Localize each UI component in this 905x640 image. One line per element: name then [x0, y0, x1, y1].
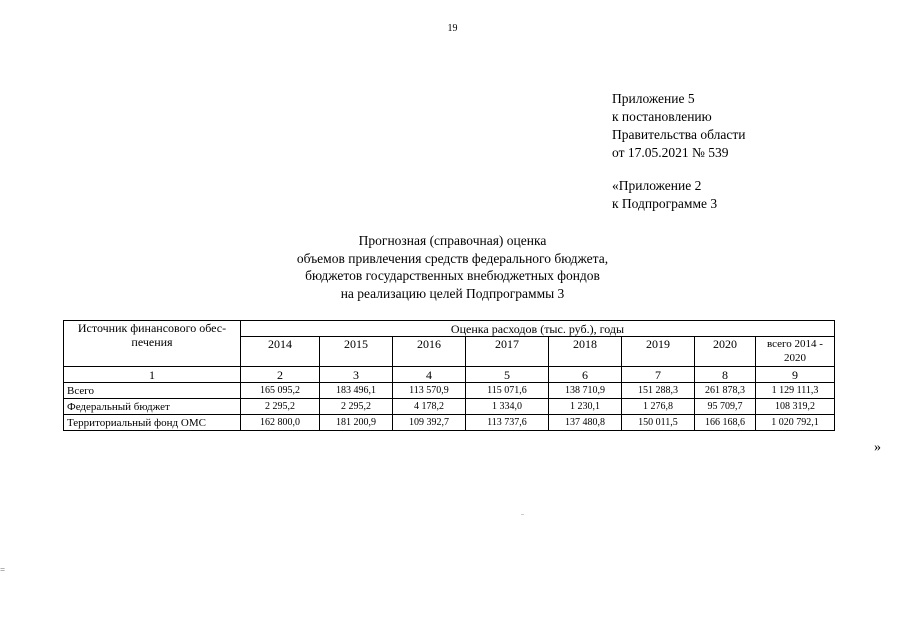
column-number: 6 — [549, 367, 622, 383]
cell-value: 2 295,2 — [320, 399, 393, 415]
page-number: 19 — [447, 23, 458, 34]
year-header: 2019 — [622, 337, 695, 367]
expense-group-header: Оценка расходов (тыс. руб.), годы — [241, 321, 835, 337]
cell-value: 1 020 792,1 — [756, 415, 835, 431]
title-line: на реализацию целей Подпрограммы 3 — [340, 285, 565, 301]
column-number: 9 — [756, 367, 835, 383]
budget-table — [63, 320, 835, 431]
table-header-row — [64, 321, 835, 337]
cell-value: 150 011,5 — [622, 415, 695, 431]
cell-value: 1 276,8 — [622, 399, 695, 415]
cell-value: 181 200,9 — [320, 415, 393, 431]
row-label: Федеральный бюджет — [64, 399, 241, 415]
table-row — [64, 399, 835, 415]
title-line: Прогнозная (справочная) оценка — [358, 233, 547, 248]
table-row — [64, 415, 835, 431]
row-label: Территориальный фонд ОМС — [64, 415, 241, 431]
cell-value: 261 878,3 — [695, 383, 756, 399]
cell-value: 162 800,0 — [241, 415, 320, 431]
year-header: 2016 — [393, 337, 466, 367]
year-header: 2017 — [466, 337, 549, 367]
appendix-line: к постановлению — [612, 109, 712, 124]
cell-value: 138 710,9 — [549, 383, 622, 399]
cell-value: 137 480,8 — [549, 415, 622, 431]
cell-value: 95 709,7 — [695, 399, 756, 415]
column-number: 4 — [393, 367, 466, 383]
appendix-sub-line: к Подпрограмме 3 — [612, 196, 718, 211]
appendix-line: Правительства области — [612, 127, 746, 142]
column-number: 1 — [64, 367, 241, 383]
cell-value: 1 129 111,3 — [756, 383, 835, 399]
column-number: 5 — [466, 367, 549, 383]
cell-value: 165 095,2 — [241, 383, 320, 399]
column-number: 8 — [695, 367, 756, 383]
cell-value: 151 288,3 — [622, 383, 695, 399]
cell-value: 1 230,1 — [549, 399, 622, 415]
cell-value: 166 168,6 — [695, 415, 756, 431]
cell-value: 183 496,1 — [320, 383, 393, 399]
appendix-line: Приложение 5 — [612, 91, 695, 106]
cell-value: 1 334,0 — [466, 399, 549, 415]
cell-value: 4 178,2 — [393, 399, 466, 415]
column-number: 2 — [241, 367, 320, 383]
cell-value: 115 071,6 — [466, 383, 549, 399]
year-header: 2020 — [695, 337, 756, 367]
cell-value: 113 737,6 — [466, 415, 549, 431]
source-header: Источник финансового обес- печения — [64, 321, 241, 367]
appendix-line: от 17.05.2021 № 539 — [612, 145, 729, 160]
cell-value: 2 295,2 — [241, 399, 320, 415]
appendix-header — [612, 90, 745, 213]
cell-value: 108 319,2 — [756, 399, 835, 415]
scan-mark — [521, 514, 524, 515]
closing-quote: » — [874, 440, 881, 455]
year-header: 2015 — [320, 337, 393, 367]
cell-value: 109 392,7 — [393, 415, 466, 431]
row-label: Всего — [64, 383, 241, 399]
document-title — [0, 232, 905, 302]
total-header: всего 2014 - 2020 — [756, 337, 835, 367]
year-header: 2014 — [241, 337, 320, 367]
title-line: бюджетов государственных внебюджетных фондов — [305, 268, 600, 283]
cell-value: 113 570,9 — [393, 383, 466, 399]
margin-mark: = — [0, 565, 6, 575]
appendix-sub-line: «Приложение 2 — [612, 178, 702, 193]
column-number-row — [64, 367, 835, 383]
column-number: 7 — [622, 367, 695, 383]
table-row — [64, 383, 835, 399]
column-number: 3 — [320, 367, 393, 383]
title-line: объемов привлечения средств федерального бюджета, — [296, 250, 609, 266]
year-header: 2018 — [549, 337, 622, 367]
